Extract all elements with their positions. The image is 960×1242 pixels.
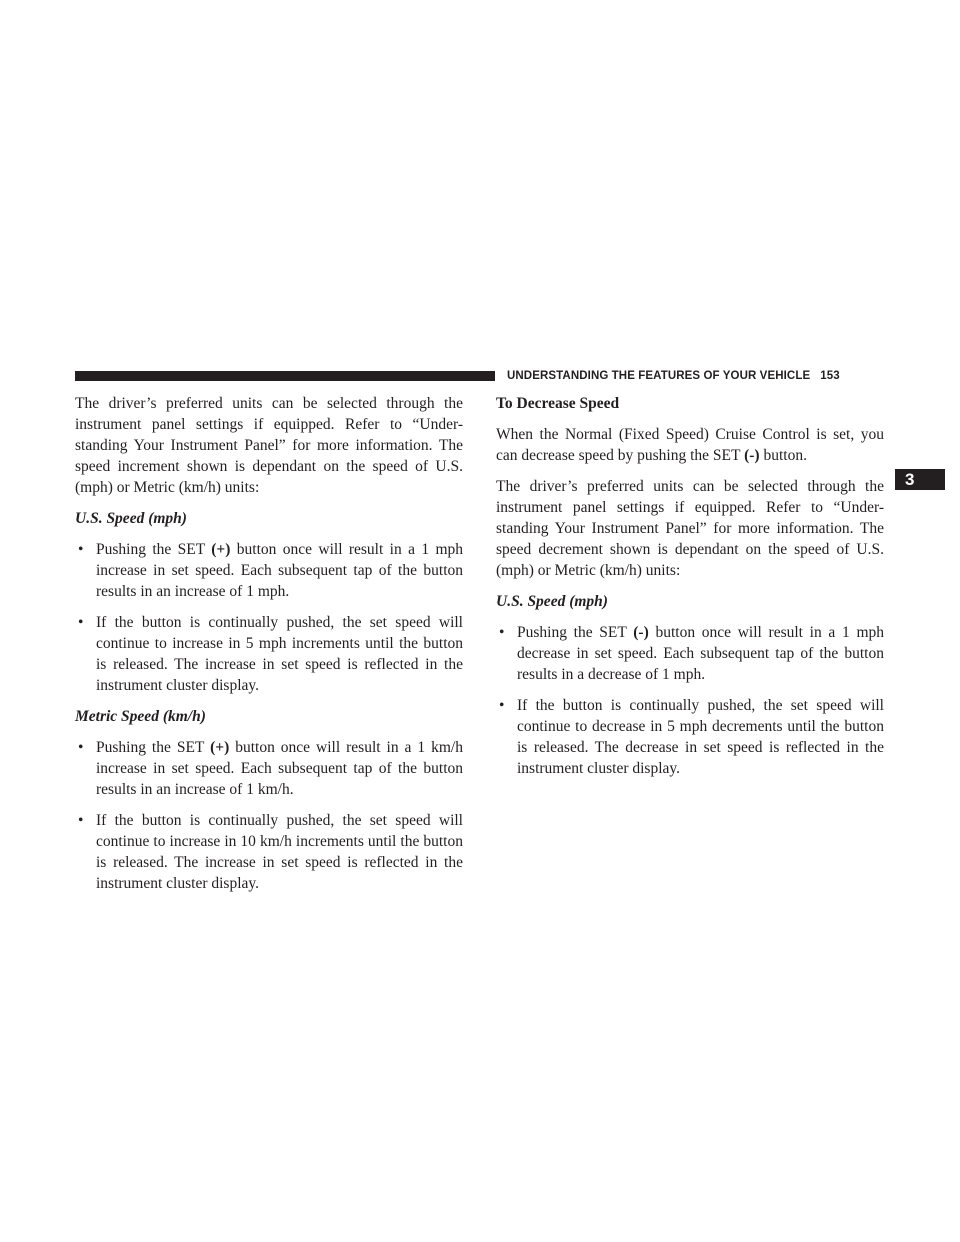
right-column <box>496 393 884 789</box>
button-symbol: (+) <box>211 541 231 558</box>
list-item: • Pushing the SET (+) button once will result in a 1 mph increase in set speed. Each subsequent tap of the button results in an increase of 1 mph. <box>78 541 463 600</box>
bullet-icon: • <box>499 624 505 641</box>
us-speed-heading: U.S. Speed (mph) <box>496 593 608 610</box>
metric-speed-heading: Metric Speed (km/h) <box>75 708 206 725</box>
bullet-icon: • <box>78 541 84 558</box>
button-symbol: (-) <box>744 447 760 464</box>
intro-paragraph: The driver’s preferred units can be selected through the instrument panel settings if equipped. Refer to “Under-standing Your Instrument Panel” for more information. The speed increment shown is dependant on the speed of U.S. (mph) or Metric (km/h) units: <box>75 395 463 496</box>
bullet-icon: • <box>499 697 505 714</box>
list-item: • If the button is continually pushed, the set speed will continue to decrease in 5 mph decrements until the button is released. The decrease in set speed is reflected in the instrument cluster display. <box>499 697 884 777</box>
intro-paragraph: The driver’s preferred units can be selected through the instrument panel settings if equipped. Refer to “Under-standing Your Instrument Panel” for more information. The speed decrement shown is dependant on the speed of U.S. (mph) or Metric (km/h) units: <box>496 478 884 579</box>
button-symbol: (-) <box>633 624 649 641</box>
decrease-paragraph: When the Normal (Fixed Speed) Cruise Control is set, you can decrease speed by pushing the SET (-) button. <box>496 426 884 464</box>
list-item: • Pushing the SET (-) button once will result in a 1 mph decrease in set speed. Each subsequent tap of the button results in a decrease of 1 mph. <box>499 624 884 683</box>
list-item: • If the button is continually pushed, the set speed will continue to increase in 5 mph increments until the button is released. The increase in set speed is reflected in the instrument cluster display. <box>78 614 463 694</box>
button-symbol: (+) <box>210 739 230 756</box>
header-rule <box>75 371 495 381</box>
section-heading: To Decrease Speed <box>496 395 620 412</box>
bullet-icon: • <box>78 739 84 756</box>
page-number: 153 <box>820 370 840 382</box>
us-speed-heading: U.S. Speed (mph) <box>75 510 187 527</box>
left-column <box>75 393 463 904</box>
bullet-icon: • <box>78 812 84 829</box>
list-item: • If the button is continually pushed, the set speed will continue to increase in 10 km/h increments until the button is released. The increase in set speed is reflected in the instrument cluster display. <box>78 812 463 892</box>
chapter-tab: 3 <box>895 469 945 490</box>
bullet-icon: • <box>78 614 84 631</box>
running-header <box>507 368 840 384</box>
header-title: UNDERSTANDING THE FEATURES OF YOUR VEHICLE <box>507 370 811 382</box>
list-item: • Pushing the SET (+) button once will result in a 1 km/h increase in set speed. Each subsequent tap of the button results in an increase of 1 km/h. <box>78 739 463 798</box>
